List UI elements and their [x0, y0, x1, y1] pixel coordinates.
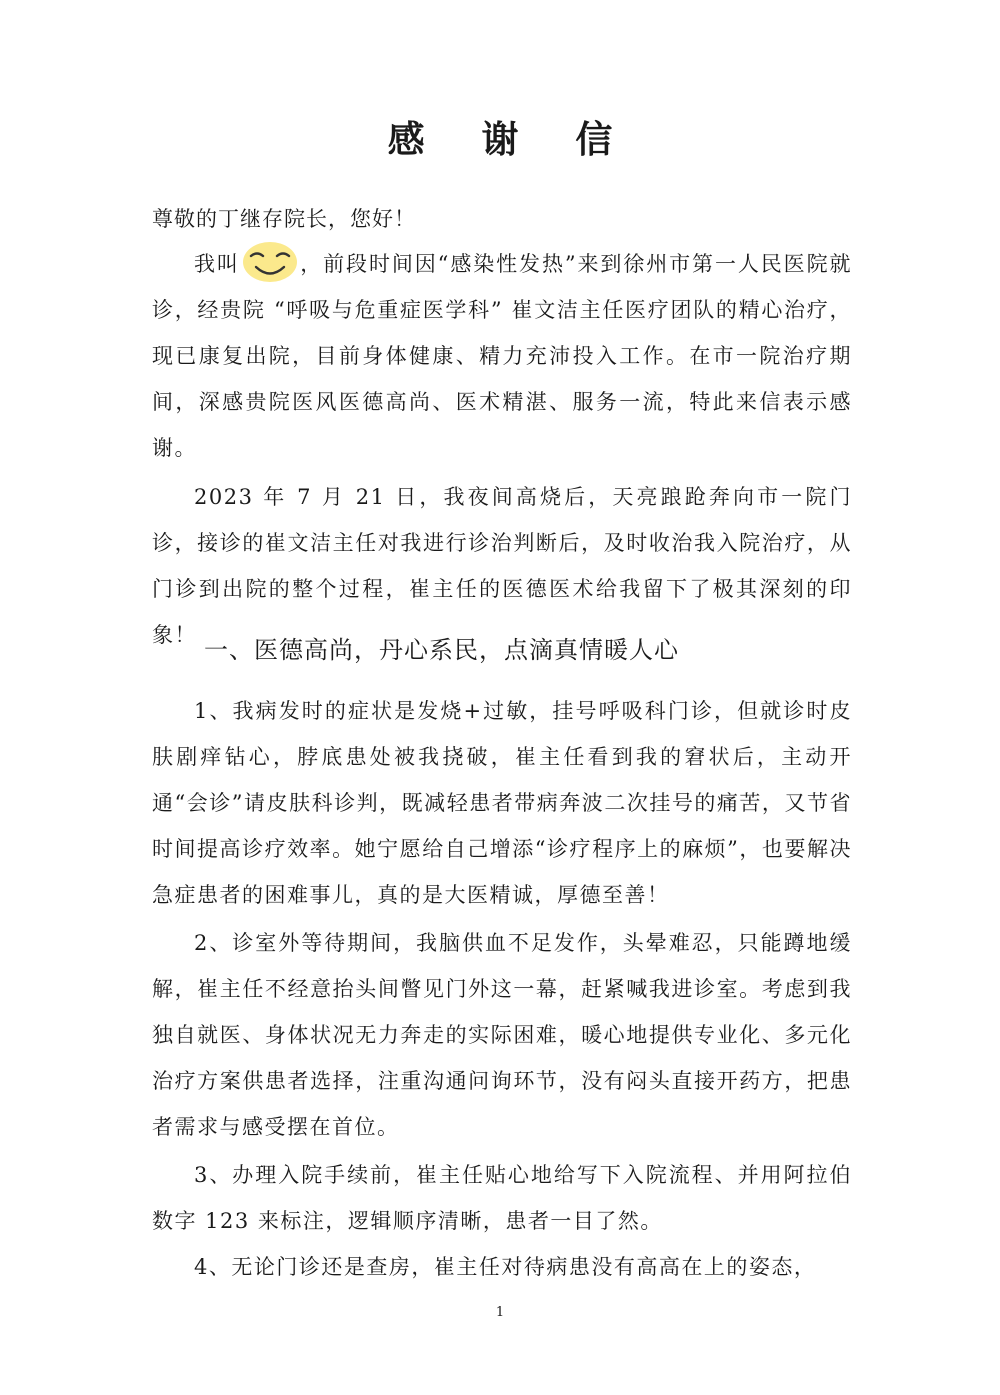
item-3: 3、办理入院手续前，崔主任贴心地给写下入院流程、并用阿拉伯数字 123 来标注，逻辑顺序清晰，患者一目了然。 — [152, 1163, 852, 1233]
letter-title: 感 谢 信 — [387, 118, 635, 161]
intro-text-start: 我叫 — [194, 252, 240, 276]
salutation: 尊敬的丁继存院长，您好！ — [152, 207, 416, 231]
section-heading-1: 一、医德高尚，丹心系民，点滴真情暖人心 — [204, 636, 679, 664]
smiley-face-icon — [242, 240, 298, 282]
paragraph-date: 2023 年 7 月 21 日，我夜间高烧后，天亮踉跄奔向市一院门诊，接诊的崔文洁主任对我进行诊治判断后，及时收治我入院治疗，从门诊到出院的整个过程，崔主任的医德医术给我留下了极其深刻的印象！ — [152, 485, 852, 647]
page-number: 1 — [495, 1305, 505, 1320]
item-1: 1、我病发时的症状是发烧+过敏，挂号呼吸科门诊，但就诊时皮肤剧痒钻心，脖底患处被我挠破，崔主任看到我的窘状后，主动开通“会诊”请皮肤科诊判，既减轻患者带病奔波二次挂号的痛苦，又节省时间提高诊疗效率。她宁愿给自己增添“诊疗程序上的麻烦”，也要解决急症患者的困难事儿，真的是大医精诚，厚德至善！ — [152, 699, 852, 907]
item-2: 2、诊室外等待期间，我脑供血不足发作，头晕难忍，只能蹲地缓解，崔主任不经意抬头间瞥见门外这一幕，赶紧喊我进诊室。考虑到我独自就医、身体状况无力奔走的实际困难，暖心地提供专业化、多元化治疗方案供患者选择，注重沟通问询环节，没有闷头直接开药方，把患者需求与感受摆在首位。 — [152, 931, 852, 1139]
item-4: 4、无论门诊还是查房，崔主任对待病患没有高高在上的姿态， — [194, 1255, 817, 1279]
intro-text-rest: ，前段时间因“感染性发热”来到徐州市第一人民医院就诊，经贵院 “呼吸与危重症医学科” 崔文洁主任医疗团队的精心治疗，现已康复出院，目前身体健康、精力充沛投入工作。在市一院治疗期间，深感贵院医风医德高尚、医术精湛、服务一流，特此来信表示感谢。 — [152, 252, 852, 460]
paragraph-intro — [152, 241, 852, 471]
